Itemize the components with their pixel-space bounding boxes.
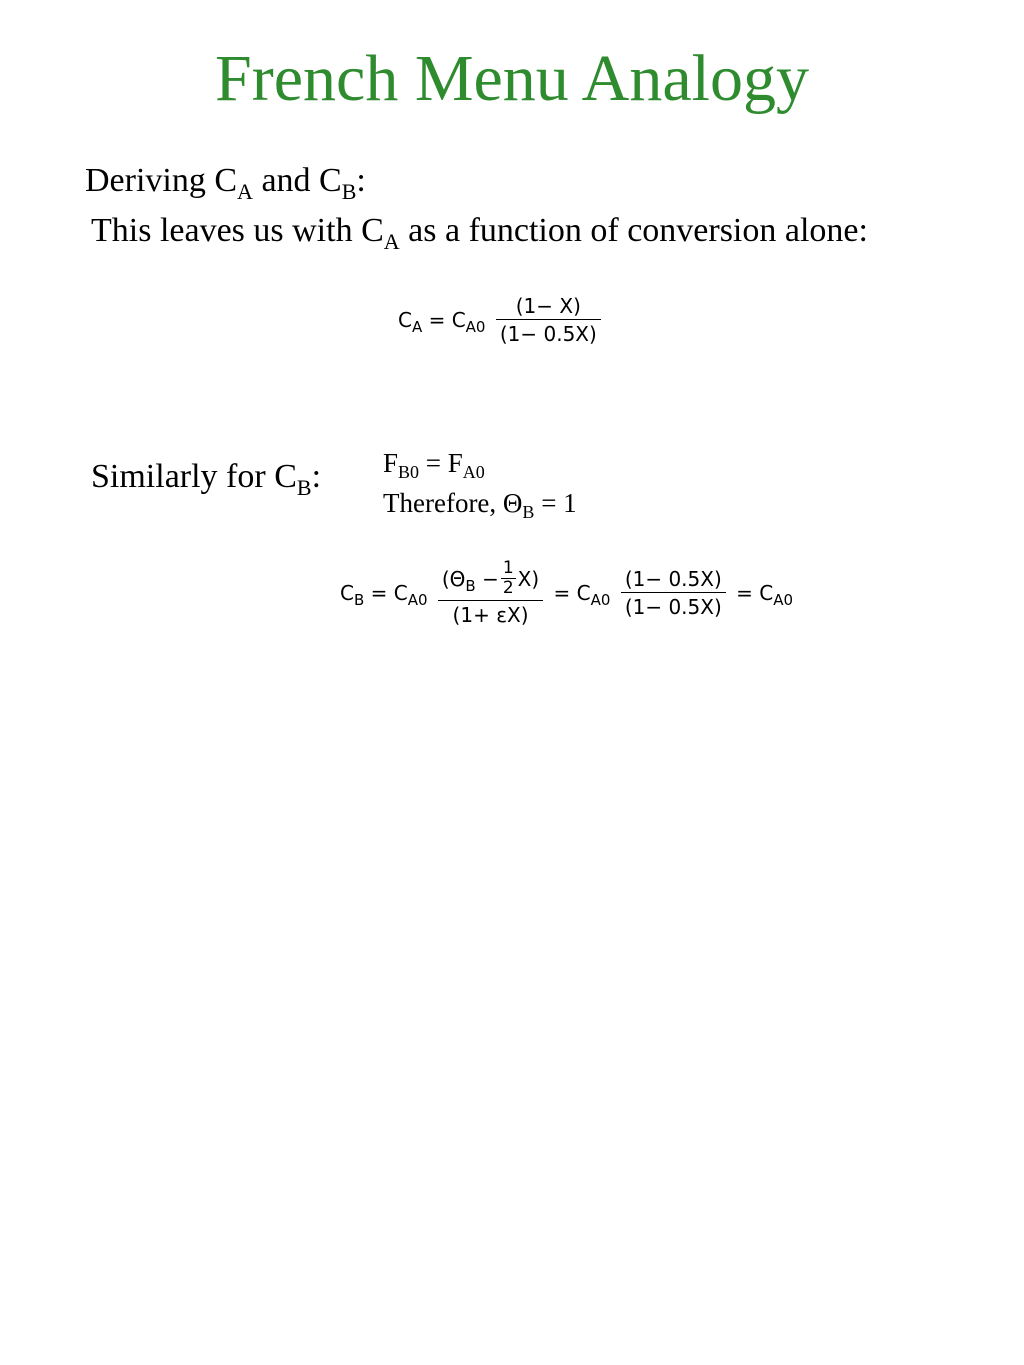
cb-fraction-1: ($\Theta_B$ − $\frac{1}{2}$ X) (1+ εX) [438, 560, 543, 625]
deriving-heading: Deriving $C_A$ and $C_B$: [85, 162, 366, 204]
cb-fraction-2: $\frac{(1- 0.5X)}{(1- 0.5X)}$ [621, 569, 726, 617]
ca-fraction: $\frac{(1- X)}{(1- 0.5X)}$ [496, 296, 601, 344]
equation-ca: $C_A = C_{A0}$ $\frac{(1- X)}{(1- 0.5X)}$ [398, 296, 605, 344]
conversion-statement: This leaves us with $C_A$ as a function of conversion alone: [91, 212, 868, 254]
flow-equality: $F_{B0} = F_{A0}$ [383, 448, 485, 482]
equation-cb: $C_B = C_{A0}$ ($\Theta_B$ − $\frac{1}{2}$ X) (1+ εX) = $C_{A0}$ $\frac{(1- 0.5X)}{(1- 0.5X)}$ = $C_{A0}$ [340, 558, 794, 627]
half-fraction: $\frac{1}{2}$ [502, 558, 514, 598]
theta-b-statement: Therefore, $\Theta_B = 1$ [383, 488, 577, 522]
slide-title: French Menu Analogy [215, 42, 809, 115]
similarly-heading: Similarly for $C_B$: [91, 458, 322, 500]
